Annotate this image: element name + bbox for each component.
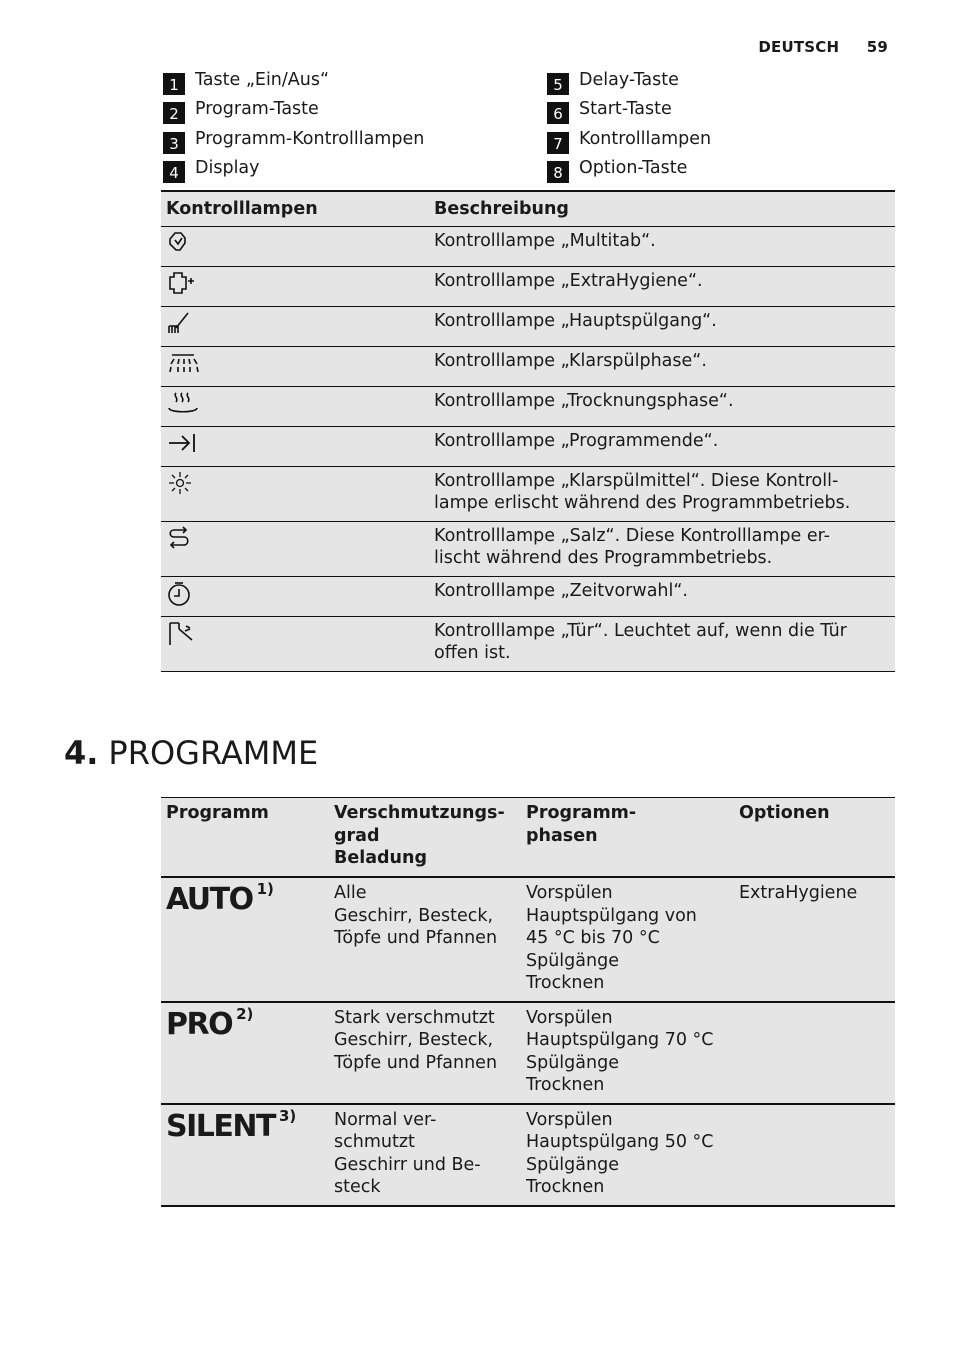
legend-item: [547, 99, 711, 128]
program-name-silent: SILENT $^{3)}$: [166, 1106, 297, 1144]
lamp-description: Kontrolllampe „Programmende“.: [434, 431, 719, 451]
lamp-description: Kontrolllampe „ExtraHygiene“.: [434, 271, 703, 291]
lamp-description: Kontrolllampe „Hauptspülgang“.: [434, 311, 717, 331]
lamp-description: Kontrolllampe „Salz“. Diese Kontrolllampe er-: [434, 526, 830, 546]
drying-phase-icon: [166, 390, 200, 418]
table-row: [161, 347, 895, 387]
column-header-soil: Verschmutzungs-: [334, 803, 505, 823]
table-row: [161, 577, 895, 617]
legend-label: Display: [195, 157, 260, 178]
program-name-pro: PRO $^{2)}$: [166, 1004, 254, 1042]
legend-item: [163, 99, 424, 128]
rinse-phase-icon: [166, 350, 200, 376]
program-phase: Hauptspülgang von: [526, 905, 697, 926]
column-header-soil: grad: [334, 825, 380, 846]
table-row: [161, 307, 895, 347]
lamp-description: Kontrolllampe „Trocknungsphase“.: [434, 391, 734, 411]
legend-label: Kontrolllampen: [579, 128, 712, 149]
column-header-phases: Programm-: [526, 803, 637, 823]
table-header-row: [161, 191, 895, 227]
table-row: [161, 617, 895, 672]
soil-level: Geschirr, Besteck,: [334, 905, 494, 926]
legend-item: [547, 70, 711, 99]
soil-level: schmutzt: [334, 1132, 415, 1152]
door-icon: [166, 620, 196, 648]
legend-label: Taste „Ein/Aus“: [195, 70, 330, 90]
legend-label: Option-Taste: [579, 157, 688, 178]
legend-number: 8: [547, 161, 569, 183]
table-row: [161, 522, 895, 577]
table-header-row: [161, 798, 895, 878]
lamp-description: lampe erlischt während des Programmbetriebs.: [434, 493, 851, 513]
legend-column-right: [547, 70, 711, 187]
footnote-ref: 2): [236, 1004, 254, 1023]
table-row: [161, 877, 895, 1002]
lamp-description: lischt während des Programmbetriebs.: [434, 548, 773, 568]
soil-level: Töpfe und Pfannen: [334, 1052, 498, 1073]
legend-number: 5: [547, 73, 569, 95]
column-header-lamps: Kontrolllampen: [161, 191, 429, 227]
program-end-icon: [166, 430, 198, 456]
column-header-description: Beschreibung: [429, 191, 895, 227]
section-number: 4.: [64, 734, 99, 772]
soil-level: steck: [334, 1177, 381, 1197]
lamp-description: offen ist.: [434, 643, 511, 663]
footnote-ref: 1): [256, 880, 274, 898]
delay-timer-icon: [166, 580, 194, 608]
lamp-description: Kontrolllampe „Tür“. Leuchtet auf, wenn die Tür: [434, 621, 847, 641]
section-heading: [64, 734, 318, 772]
program-phase: 45 °C bis 70 °C: [526, 928, 660, 948]
page-header: [736, 38, 888, 56]
program-phase: Hauptspülgang 70 °C: [526, 1030, 714, 1050]
legend-label: Programm-Kontrolllampen: [195, 128, 425, 149]
rinse-aid-icon: [166, 470, 194, 496]
soil-level: Stark verschmutzt: [334, 1007, 495, 1028]
soil-level: Normal ver-: [334, 1109, 437, 1130]
legend-item: [547, 129, 711, 158]
program-option: ExtraHygiene: [739, 883, 858, 903]
soil-level: Geschirr und Be-: [334, 1154, 481, 1175]
legend-item: [163, 158, 424, 187]
program-phase: Trocknen: [526, 1177, 605, 1197]
soil-level: Töpfe und Pfannen: [334, 928, 498, 948]
legend-number: 4: [163, 161, 185, 183]
table-row: [161, 227, 895, 267]
legend-item: [547, 158, 711, 187]
program-phase: Spülgänge: [526, 1154, 619, 1175]
footnote-ref: 3): [278, 1106, 297, 1125]
legend-label: Start-Taste: [579, 99, 672, 120]
lamp-description: Kontrolllampe „Zeitvorwahl“.: [434, 581, 688, 601]
table-row: [161, 387, 895, 427]
program-phase: Vorspülen: [526, 1109, 613, 1130]
legend-column-left: [163, 70, 424, 187]
program-phase: Spülgänge: [526, 1052, 619, 1073]
program-phase: Vorspülen: [526, 1007, 613, 1028]
legend-number: 6: [547, 102, 569, 124]
legend-item: [163, 129, 424, 158]
table-row: [161, 1002, 895, 1104]
column-header-options: Optionen: [739, 803, 830, 823]
legend-number: 3: [163, 132, 185, 154]
lamp-description: Kontrolllampe „Klarspülphase“.: [434, 351, 707, 371]
salt-icon: [166, 525, 192, 551]
program-phase: Vorspülen: [526, 883, 613, 903]
soil-level: Alle: [334, 883, 367, 903]
legend-number: 2: [163, 102, 185, 124]
legend-label: Delay-Taste: [579, 70, 679, 90]
legend-number: 1: [163, 73, 185, 95]
extrahygiene-icon: [166, 270, 196, 296]
program-phase: Trocknen: [526, 973, 605, 993]
table-row: [161, 467, 895, 522]
legend-label: Program-Taste: [195, 99, 319, 120]
lamp-description: Kontrolllampe „Multitab“.: [434, 231, 656, 251]
main-wash-icon: [166, 310, 192, 336]
program-phase: Spülgänge: [526, 950, 619, 971]
language-label: DEUTSCH: [758, 38, 840, 56]
program-name-auto: AUTO $^{1)}$: [166, 880, 274, 917]
soil-level: Geschirr, Besteck,: [334, 1030, 494, 1050]
column-header-program: Programm: [166, 803, 269, 823]
table-row: [161, 267, 895, 307]
lamp-description: Kontrolllampe „Klarspülmittel“. Diese Kontroll-: [434, 471, 839, 491]
column-header-phases: phasen: [526, 825, 598, 846]
table-row: [161, 1104, 895, 1206]
programs-table: [161, 797, 895, 1207]
legend-item: [163, 70, 424, 99]
program-phase: Trocknen: [526, 1075, 605, 1095]
indicator-lamps-table: [161, 190, 895, 672]
column-header-soil: Beladung: [334, 848, 427, 868]
table-row: [161, 427, 895, 467]
section-title: PROGRAMME: [108, 734, 319, 772]
page-number: 59: [866, 38, 888, 56]
program-phase: Hauptspülgang 50 °C: [526, 1132, 714, 1152]
legend-number: 7: [547, 132, 569, 154]
multitab-icon: [166, 230, 190, 254]
